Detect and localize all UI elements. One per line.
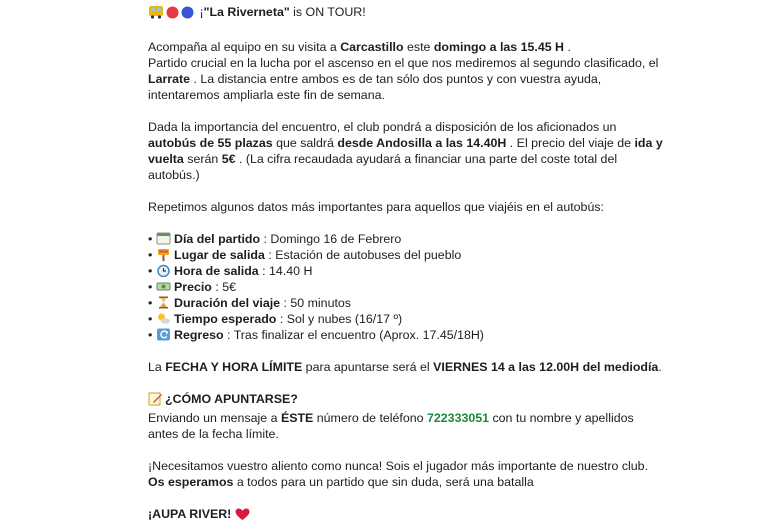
item-value: : Sol y nubes (16/17 º) xyxy=(276,312,403,326)
bus-stop-icon xyxy=(156,248,171,261)
text: serán xyxy=(183,152,222,166)
departure-info: desde Andosilla a las 14.40H xyxy=(337,136,507,150)
text-line: antes de la fecha límite. xyxy=(148,427,279,441)
money-icon xyxy=(156,280,171,293)
bullet: • xyxy=(148,312,153,326)
text-line: intentaremos ampliarla este fin de semana. xyxy=(148,88,385,102)
hourglass-icon xyxy=(156,296,171,309)
bullet: • xyxy=(148,328,153,342)
bullet: • xyxy=(148,248,153,262)
signup-title: ¿CÓMO APUNTARSE? xyxy=(165,392,298,406)
rival-name: Larrate xyxy=(148,72,191,86)
item-label: Duración del viaje xyxy=(174,296,281,310)
item-value: : Tras finalizar el encuentro (Aprox. 17.45/18H) xyxy=(223,328,484,342)
info-list xyxy=(148,231,626,343)
header-prefix: ¡ xyxy=(199,5,204,19)
match-time: domingo a las 15.45 H xyxy=(433,40,565,54)
red-circle-icon xyxy=(166,6,179,23)
text: que saldrá xyxy=(272,136,338,150)
phone-link[interactable]: 722333051 xyxy=(427,411,490,425)
text: . (La cifra recaudada ayudará a financiar una parte del coste total del xyxy=(235,152,618,166)
text: . xyxy=(658,360,662,374)
team-name: "La Riverneta" xyxy=(203,5,290,19)
text: Enviando un mensaje a xyxy=(148,411,281,425)
text: a todos para un partido que sin duda, será una batalla xyxy=(233,475,534,489)
post-body xyxy=(148,4,663,525)
item-value: : 50 minutos xyxy=(280,296,351,310)
list-item xyxy=(148,311,626,327)
header-rest: is ON TOUR! xyxy=(289,5,366,19)
closing-line xyxy=(148,506,626,525)
text: para apuntarse será el xyxy=(302,360,434,374)
item-label: Hora de salida xyxy=(174,264,259,278)
calendar-icon xyxy=(156,232,171,245)
item-value: : Domingo 16 de Febrero xyxy=(260,232,402,246)
item-label: Día del partido xyxy=(174,232,261,246)
deadline-date: VIERNES 14 a las 12.00H del mediodía xyxy=(433,360,659,374)
round-trip-label: vuelta xyxy=(148,152,184,166)
emphasis: ÉSTE xyxy=(280,411,314,425)
text-line: ¡Necesitamos vuestro aliento como nunca! Sois el jugador más importante de nuestro club. xyxy=(148,459,649,473)
bus-capacity: autobús de 55 plazas xyxy=(148,136,273,150)
text-line: autobús.) xyxy=(148,168,200,182)
bullet: • xyxy=(148,280,153,294)
item-value: : 5€ xyxy=(211,280,237,294)
text: . La distancia entre ambos es de tan sólo dos puntos y con vuestra ayuda, xyxy=(190,72,602,86)
list-item xyxy=(148,295,626,311)
item-label: Regreso xyxy=(174,328,224,342)
text: número de teléfono xyxy=(313,411,427,425)
item-label: Lugar de salida xyxy=(174,248,265,262)
signup-section xyxy=(148,391,634,442)
list-item xyxy=(148,327,626,343)
price: 5€ xyxy=(221,152,236,166)
blue-circle-icon xyxy=(181,6,194,23)
text-line: Dada la importancia del encuentro, el club pondrá a disposición de los aficionados un xyxy=(148,120,617,134)
item-label: Tiempo esperado xyxy=(174,312,277,326)
list-item xyxy=(148,279,626,295)
text: este xyxy=(403,40,434,54)
item-value: : Estación de autobuses del pueblo xyxy=(264,248,462,262)
town-name: Carcastillo xyxy=(340,40,404,54)
return-arrow-icon xyxy=(156,328,171,341)
bus-paragraph xyxy=(148,119,663,183)
bullet: • xyxy=(148,296,153,310)
item-value: : 14.40 H xyxy=(258,264,313,278)
list-item xyxy=(148,247,626,263)
round-trip-label: ida y xyxy=(634,136,663,150)
bullet: • xyxy=(148,232,153,246)
text: . xyxy=(564,40,571,54)
list-intro: Repetimos algunos datos más importantes para aquellos que viajéis en el autobús: xyxy=(148,200,604,214)
alarm-clock-icon xyxy=(156,264,171,277)
bullet: • xyxy=(148,264,153,278)
sun-cloud-icon xyxy=(156,312,171,325)
post-header xyxy=(148,4,626,23)
item-label: Precio xyxy=(174,280,212,294)
list-item xyxy=(148,231,626,247)
closing-paragraph xyxy=(148,458,649,490)
deadline-label: FECHA Y HORA LÍMITE xyxy=(165,360,303,374)
red-heart-icon xyxy=(235,508,250,525)
text-line: Partido crucial en la lucha por el ascenso en el que nos mediremos al segundo clasificado, el xyxy=(148,56,659,70)
text: La xyxy=(148,360,166,374)
emphasis: Os esperamos xyxy=(148,475,234,489)
text: con tu nombre y apellidos xyxy=(489,411,634,425)
closing-text: ¡AUPA RIVER! xyxy=(148,507,232,521)
intro-paragraph xyxy=(148,39,659,103)
deadline-paragraph xyxy=(148,359,662,375)
text: . El precio del viaje de xyxy=(506,136,635,150)
memo-icon xyxy=(148,392,163,410)
list-item xyxy=(148,263,626,279)
text: Acompaña al equipo en su visita a xyxy=(148,40,341,54)
bus-icon xyxy=(148,5,164,23)
